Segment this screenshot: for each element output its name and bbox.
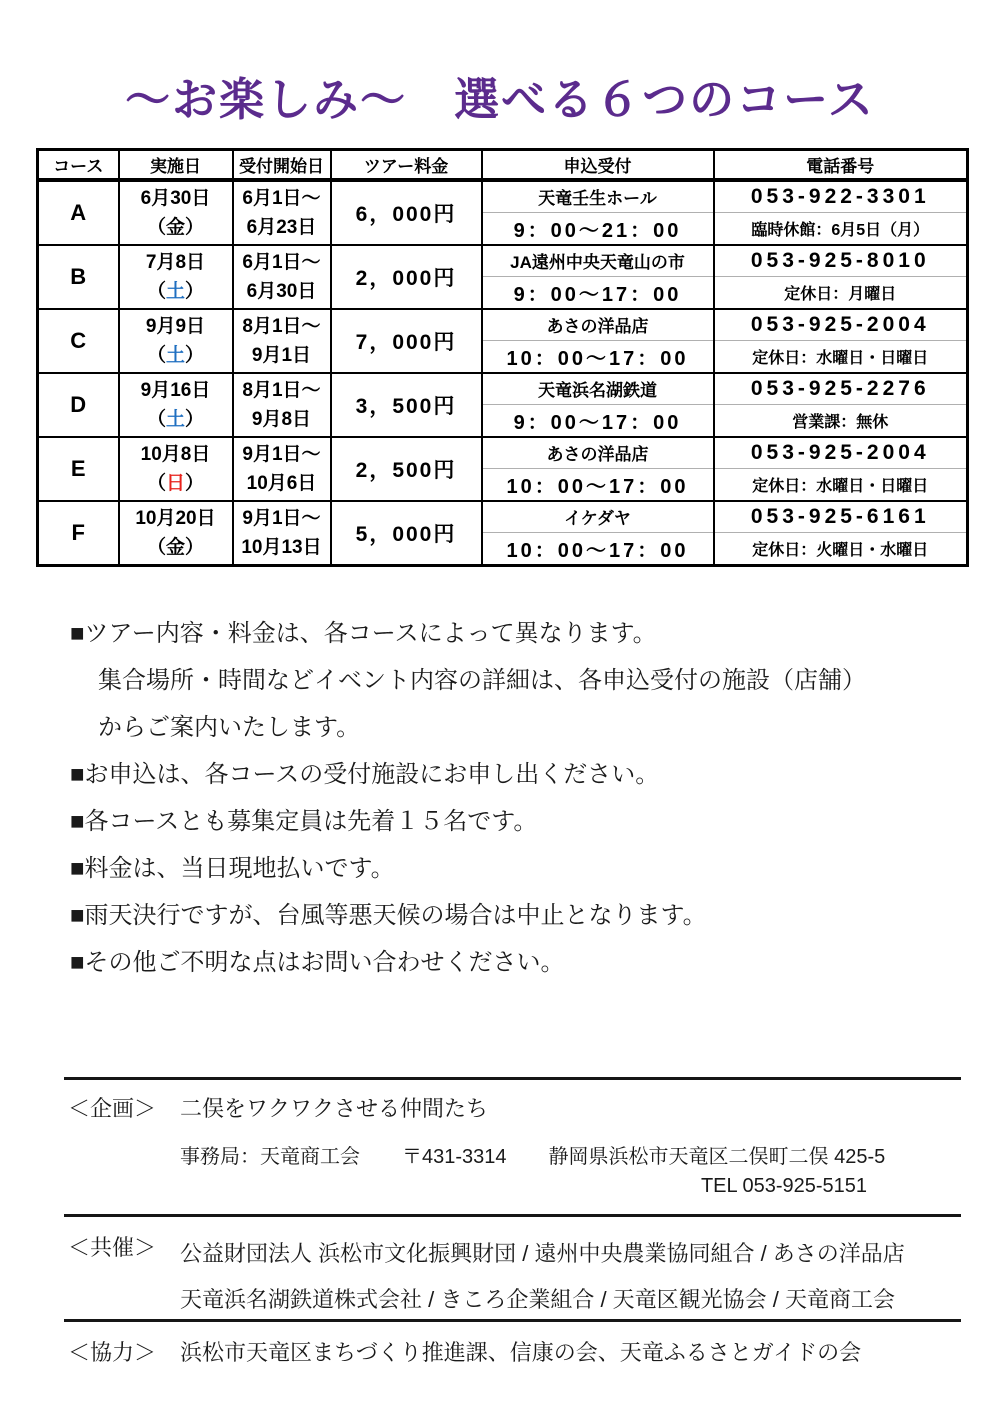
- event-day: [120, 213, 232, 242]
- tour-price: 2，500円: [331, 437, 482, 501]
- support-label: ＜協力＞: [68, 1340, 157, 1365]
- reception-hours: 9：00～21：00: [513, 219, 682, 242]
- paren-close: ）: [185, 216, 205, 238]
- phone-note: 定休日：水曜日・日曜日: [752, 477, 929, 495]
- day-of-week: 金: [165, 536, 185, 558]
- phone-cell: [715, 246, 967, 308]
- table-row: [38, 180, 968, 245]
- table-row: [38, 245, 968, 309]
- period-end: 10月6日: [246, 472, 317, 494]
- reception-period: [234, 376, 330, 434]
- note-line: からご案内いたします。: [98, 714, 361, 741]
- event-date: [120, 440, 232, 498]
- planner-row: [68, 1092, 488, 1123]
- note-line: ■その他ご不明な点はお問い合わせください。: [70, 949, 565, 976]
- note-line: ■ツアー内容・料金は、各コースによって異なります。: [70, 620, 657, 647]
- phone-cell: [715, 502, 967, 564]
- planner-name: 二俣をワクワクさせる仲間たち: [180, 1096, 489, 1121]
- reception-name: あさの洋品店: [483, 438, 713, 470]
- period-start: 8月1日～: [242, 379, 321, 401]
- course-letter: F: [38, 501, 119, 566]
- paren-close: ）: [185, 408, 205, 430]
- reception-period: [234, 312, 330, 370]
- day-of-week: 土: [165, 408, 185, 430]
- event-day: [120, 405, 232, 434]
- reception-hours: 10：00～17：00: [506, 539, 689, 562]
- cohost-label: ＜共催＞: [68, 1235, 157, 1260]
- reception-cell: [483, 182, 713, 244]
- divider-line: [64, 1214, 961, 1217]
- note-line: ■お申込は、各コースの受付施設にお申し出ください。: [70, 761, 660, 788]
- cohost-line: 公益財団法人 浜松市文化振興財団 / 遠州中央農業協同組合 / あさの洋品店: [180, 1241, 905, 1266]
- tour-price: 6，000円: [331, 180, 482, 245]
- period-end: 9月8日: [251, 408, 312, 430]
- postal-code: 〒431-3314: [402, 1146, 507, 1168]
- phone-cell: [715, 374, 967, 436]
- reception-hours: 9：00～17：00: [513, 411, 682, 434]
- reception-name: 天竜浜名湖鉄道: [483, 374, 713, 406]
- period-start: 9月1日～: [242, 507, 321, 529]
- period-end: 10月13日: [241, 536, 322, 558]
- reception-cell: [483, 246, 713, 308]
- paren-close: ）: [185, 344, 205, 366]
- reception-cell: [483, 438, 713, 500]
- phone-note: 定休日：月曜日: [784, 285, 897, 303]
- phone-cell: [715, 182, 967, 244]
- paren-close: ）: [185, 280, 205, 302]
- support-names: 浜松市天竜区まちづくり推進課、信康の会、天竜ふるさとガイドの会: [180, 1340, 862, 1365]
- phone-number: 053-925-2004: [715, 438, 967, 470]
- paren-close: ）: [185, 536, 205, 558]
- support-row: [68, 1336, 861, 1367]
- event-date-line: 10月8日: [140, 443, 211, 465]
- phone-cell: [715, 438, 967, 500]
- note-line: 集合場所・時間などイベント内容の詳細は、各申込受付の施設（店舗）: [98, 667, 866, 694]
- day-of-week: 土: [165, 344, 185, 366]
- course-letter: C: [38, 309, 119, 373]
- paren-open: （: [146, 472, 166, 494]
- office-tel: TEL 053-925-5151: [700, 1175, 867, 1197]
- event-day: [120, 533, 232, 562]
- period-end: 9月1日: [251, 344, 312, 366]
- event-date: [120, 184, 232, 242]
- tour-price: 2，000円: [331, 245, 482, 309]
- cohost-row: [68, 1231, 905, 1323]
- tour-price: 3，500円: [331, 373, 482, 437]
- reception-cell: [483, 502, 713, 564]
- reception-cell: [483, 310, 713, 372]
- note-line: ■各コースとも募集定員は先着１５名です。: [70, 808, 538, 835]
- event-date-line: 10月20日: [135, 507, 216, 529]
- col-header-price: ツアー料金: [331, 150, 482, 180]
- event-day: [120, 277, 232, 306]
- table-row: [38, 437, 968, 501]
- note-line: ■料金は、当日現地払いです。: [70, 855, 395, 882]
- period-start: 6月1日～: [242, 251, 321, 273]
- event-date-line: 7月8日: [145, 251, 206, 273]
- reception-hours: 10：00～17：00: [506, 347, 689, 370]
- col-header-course: コース: [38, 150, 119, 180]
- note-line: ■雨天決行ですが、台風等悪天候の場合は中止となります。: [70, 902, 707, 929]
- event-date: [120, 376, 232, 434]
- day-of-week: 金: [165, 216, 185, 238]
- paren-open: （: [146, 280, 166, 302]
- phone-number: 053-922-3301: [715, 182, 967, 214]
- period-start: 9月1日～: [242, 443, 321, 465]
- divider-line: [64, 1077, 961, 1080]
- table-row: [38, 309, 968, 373]
- period-start: 6月1日～: [242, 187, 321, 209]
- reception-hours: 10：00～17：00: [506, 475, 689, 498]
- reception-name: JA遠州中央天竜山の市: [483, 246, 713, 278]
- phone-number: 053-925-6161: [715, 502, 967, 534]
- cohost-line: 天竜浜名湖鉄道株式会社 / きころ企業組合 / 天竜区観光協会 / 天竜商工会: [180, 1287, 896, 1312]
- event-date: [120, 248, 232, 306]
- planner-label: ＜企画＞: [68, 1096, 157, 1121]
- tour-price: 5，000円: [331, 501, 482, 566]
- event-date-line: 9月9日: [145, 315, 206, 337]
- col-header-reception: 申込受付: [482, 150, 714, 180]
- reception-period: [234, 440, 330, 498]
- reception-cell: [483, 374, 713, 436]
- reception-name: イケダヤ: [483, 502, 713, 534]
- event-day: [120, 469, 232, 498]
- phone-number: 053-925-2004: [715, 310, 967, 342]
- paren-close: ）: [185, 472, 205, 494]
- event-date-line: 6月30日: [140, 187, 211, 209]
- reception-period: [234, 184, 330, 242]
- cohost-names: [180, 1231, 905, 1323]
- paren-open: （: [146, 408, 166, 430]
- page-title: ～お楽しみ～ 選べる６つのコース: [125, 73, 875, 126]
- reception-hours: 9：00～17：00: [513, 283, 682, 306]
- office-name: 事務局：天竜商工会: [180, 1146, 360, 1168]
- notes-section: [70, 607, 866, 983]
- course-letter: B: [38, 245, 119, 309]
- table-row: [38, 373, 968, 437]
- day-of-week: 土: [165, 280, 185, 302]
- reception-name: あさの洋品店: [483, 310, 713, 342]
- course-table: [36, 148, 969, 567]
- phone-note: 定休日：火曜日・水曜日: [752, 541, 929, 559]
- reception-name: 天竜壬生ホール: [483, 182, 713, 214]
- course-letter: E: [38, 437, 119, 501]
- reception-period: [234, 504, 330, 562]
- event-date-line: 9月16日: [140, 379, 211, 401]
- phone-number: 053-925-8010: [715, 246, 967, 278]
- col-header-phone: 電話番号: [714, 150, 968, 180]
- reception-period: [234, 248, 330, 306]
- course-letter: A: [38, 180, 119, 245]
- event-date: [120, 312, 232, 370]
- paren-open: （: [146, 216, 166, 238]
- phone-note: 営業課：無休: [792, 413, 889, 431]
- phone-number: 053-925-2276: [715, 374, 967, 406]
- period-end: 6月23日: [246, 216, 317, 238]
- paren-open: （: [146, 344, 166, 366]
- table-row: [38, 501, 968, 566]
- event-day: [120, 341, 232, 370]
- event-date: [120, 504, 232, 562]
- col-header-start: 受付開始日: [233, 150, 331, 180]
- phone-cell: [715, 310, 967, 372]
- paren-open: （: [146, 536, 166, 558]
- phone-note: 臨時休館：6月5日（月）: [751, 221, 930, 239]
- phone-note: 定休日：水曜日・日曜日: [752, 349, 929, 367]
- course-letter: D: [38, 373, 119, 437]
- day-of-week: 日: [165, 472, 185, 494]
- divider-line: [64, 1319, 961, 1322]
- period-end: 6月30日: [246, 280, 317, 302]
- office-row: [180, 1140, 885, 1169]
- period-start: 8月1日～: [242, 315, 321, 337]
- col-header-date: 実施日: [119, 150, 233, 180]
- office-address: 静岡県浜松市天竜区二俣町二俣 425-5: [548, 1146, 886, 1168]
- table-header-row: [38, 150, 968, 180]
- tour-price: 7，000円: [331, 309, 482, 373]
